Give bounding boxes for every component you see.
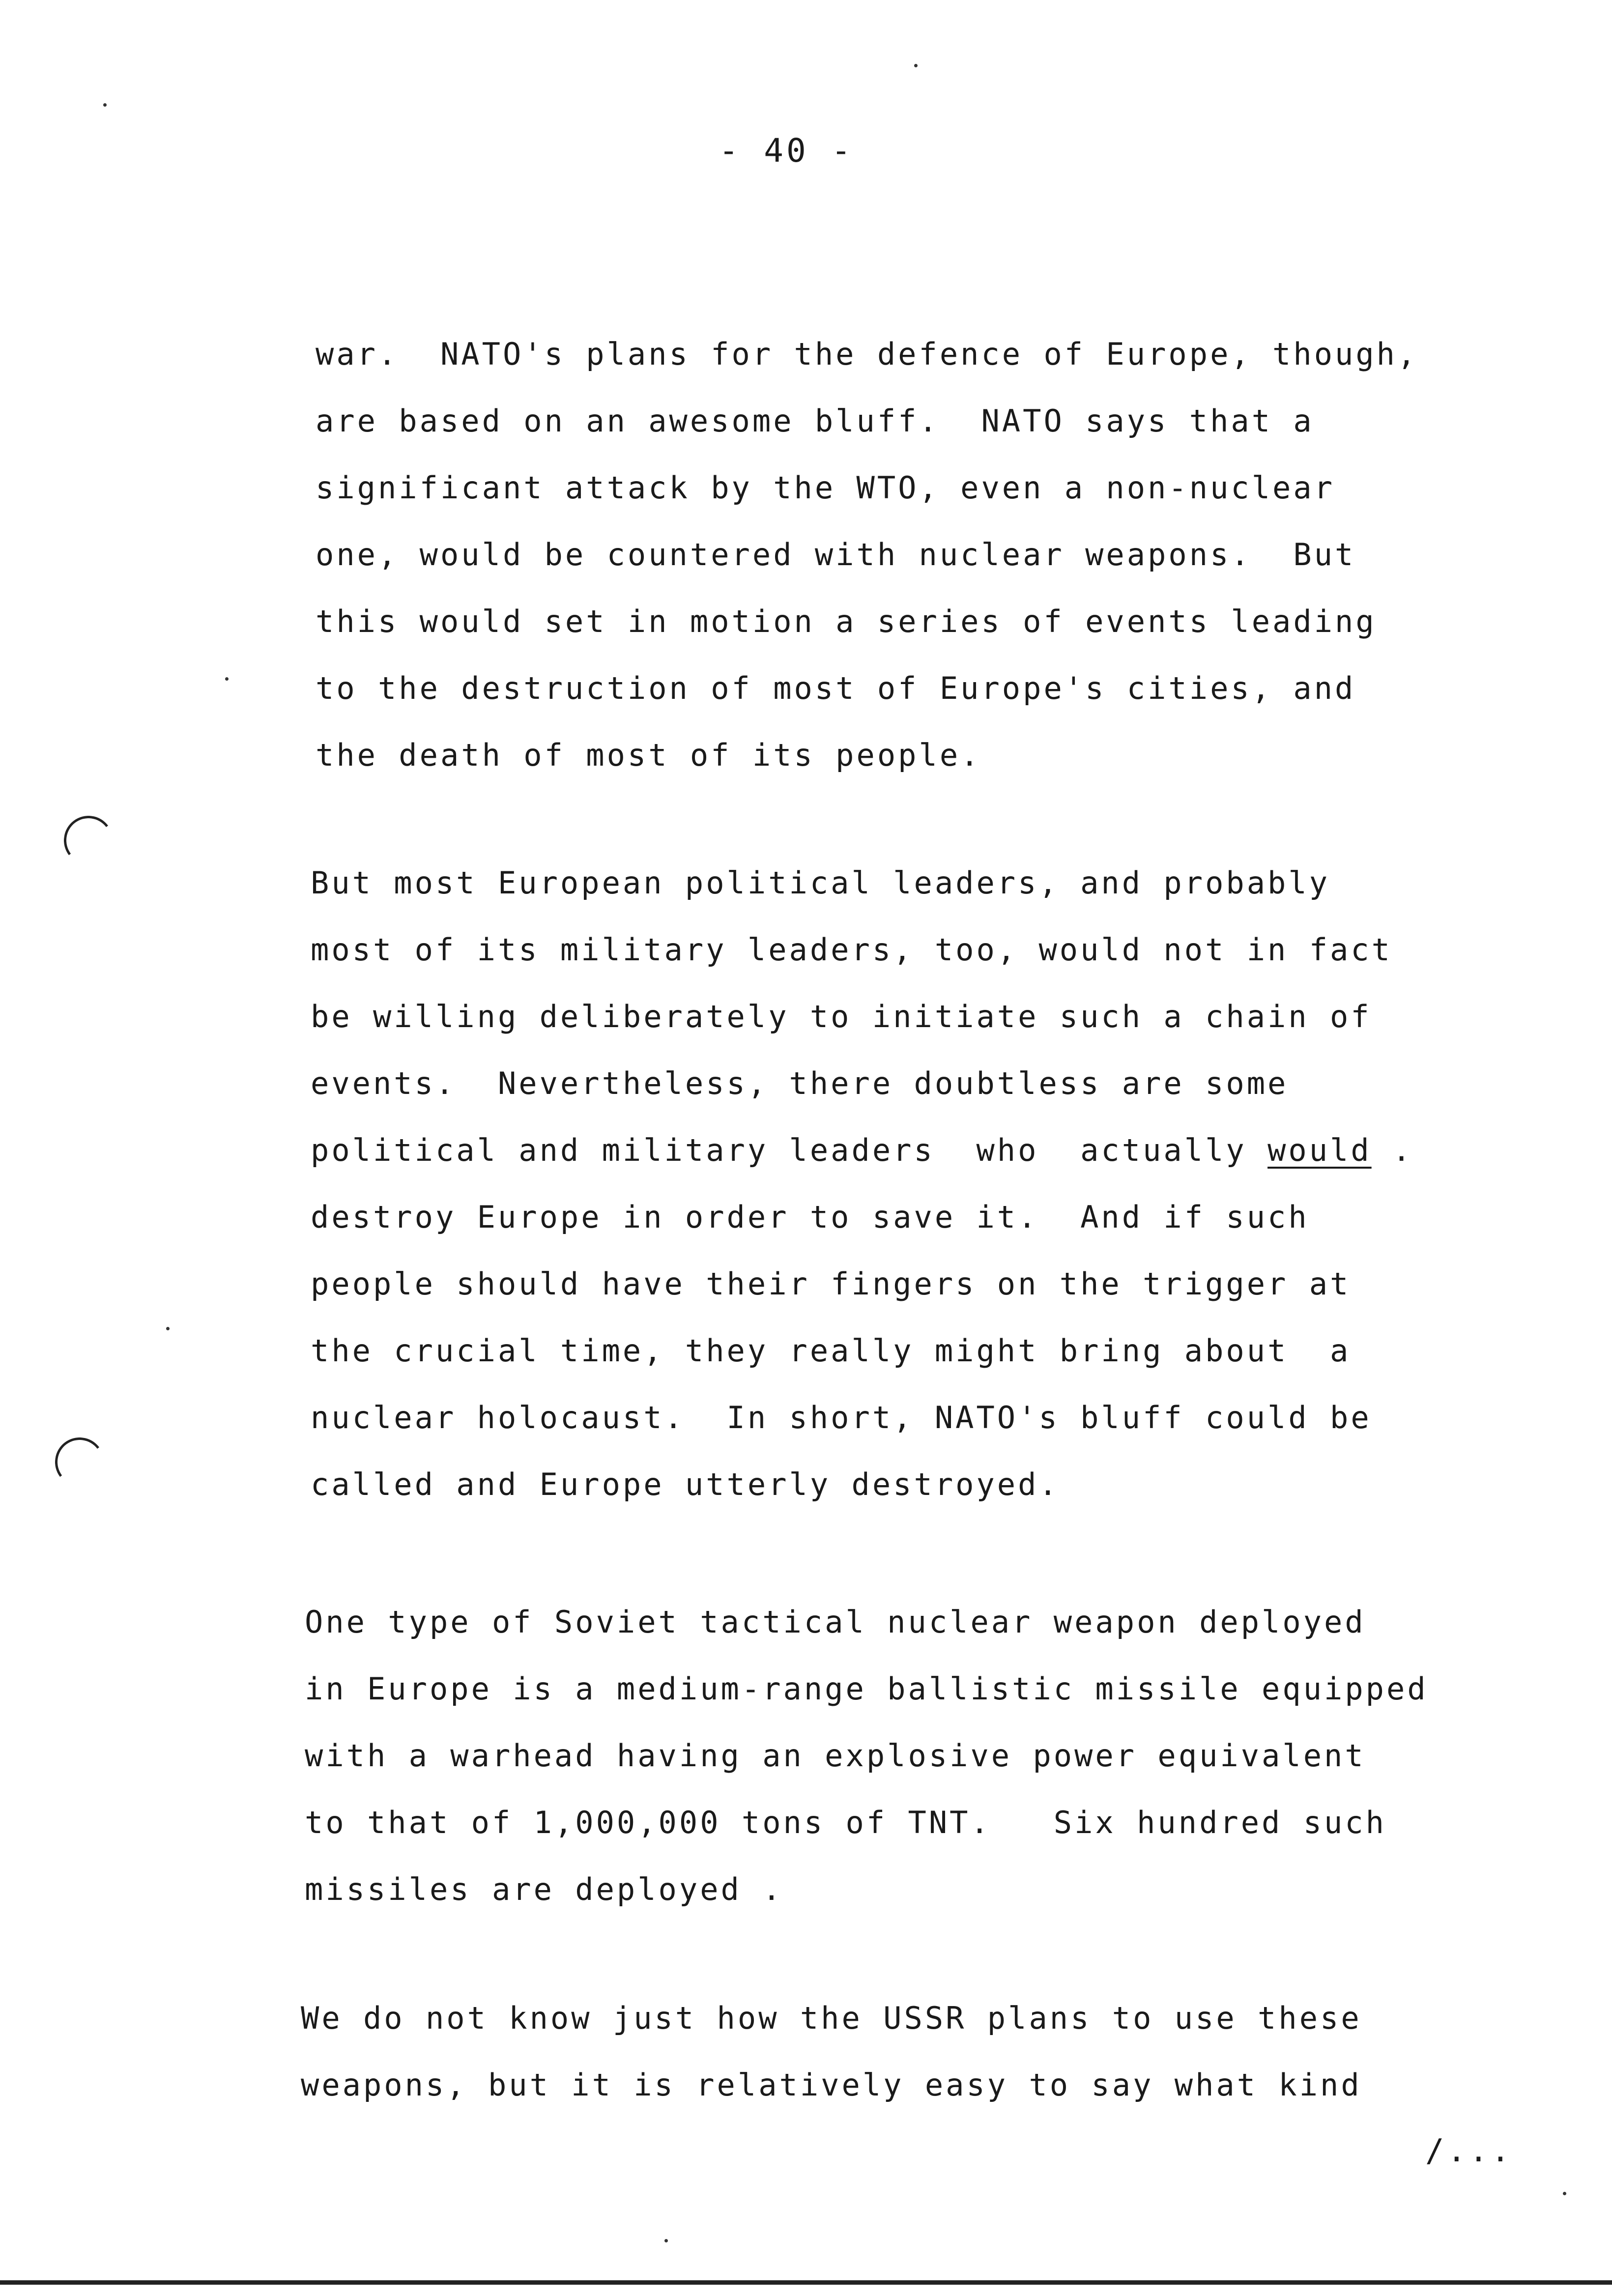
- text-line: are based on an awesome bluff. NATO says that a: [316, 403, 1314, 439]
- punch-hole-arc: [52, 1435, 108, 1490]
- page-number: - 40 -: [719, 132, 854, 170]
- text-line: We do not know just how the USSR plans to use these: [301, 2000, 1362, 2036]
- text-line: war. NATO's plans for the defence of Europe, though,: [316, 336, 1418, 372]
- scan-speck: [166, 1327, 170, 1330]
- text-line: the death of most of its people.: [316, 737, 981, 773]
- scan-speck: [914, 64, 918, 67]
- scan-speck: [664, 2239, 668, 2242]
- text-line: in Europe is a medium-range ballistic missile equipped: [305, 1671, 1428, 1707]
- punch-hole-arc: [61, 813, 116, 868]
- scan-speck: [1563, 2192, 1566, 2195]
- text-line: missiles are deployed .: [305, 1871, 783, 1907]
- text-line: nuclear holocaust. In short, NATO's bluff could be: [311, 1400, 1372, 1435]
- text-line: this would set in motion a series of events leading: [316, 603, 1377, 639]
- text-line: people should have their fingers on the trigger at: [311, 1266, 1351, 1302]
- text-line: called and Europe utterly destroyed.: [311, 1466, 1060, 1502]
- text-line: most of its military leaders, too, would not in fact: [311, 932, 1393, 968]
- text-line: But most European political leaders, and probably: [311, 865, 1330, 901]
- text-line: to that of 1,000,000 tons of TNT. Six hundred such: [305, 1805, 1387, 1840]
- text-line: be willing deliberately to initiate such a chain of: [311, 999, 1372, 1034]
- text-line: weapons, but it is relatively easy to say what kind: [301, 2067, 1362, 2103]
- text-line: destroy Europe in order to save it. And if such: [311, 1199, 1309, 1235]
- text-line: events. Nevertheless, there doubtless are some: [311, 1065, 1289, 1101]
- text-segment: .: [1371, 1132, 1413, 1168]
- text-line-with-emphasis: [311, 1132, 1413, 1168]
- text-line: to the destruction of most of Europe's cities, and: [316, 670, 1356, 706]
- continuation-mark: /...: [1425, 2133, 1513, 2169]
- underlined-word: would: [1267, 1132, 1372, 1168]
- text-line: with a warhead having an explosive power equivalent: [305, 1738, 1366, 1774]
- scan-speck: [103, 103, 107, 107]
- scan-bottom-edge: [0, 2280, 1612, 2285]
- scan-speck: [225, 677, 229, 681]
- text-line: One type of Soviet tactical nuclear weapon deployed: [305, 1604, 1366, 1640]
- text-line: significant attack by the WTO, even a non-nuclear: [316, 470, 1335, 506]
- text-line: the crucial time, they really might bring about a: [311, 1333, 1351, 1369]
- text-line: one, would be countered with nuclear weapons. But: [316, 537, 1356, 573]
- text-segment: political and military leaders who actually: [311, 1132, 1268, 1168]
